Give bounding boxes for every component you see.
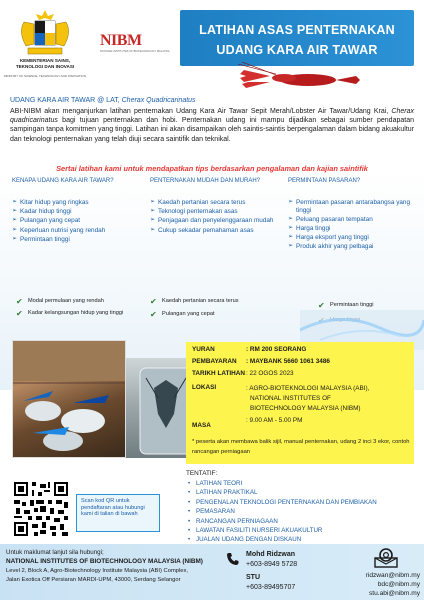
tentatif-item: • LAWATAN FASILITI NURSERI AKUAKULTUR (186, 526, 414, 535)
list-item: ➢ Pulangan yang cepat (12, 217, 140, 225)
check-list-left (16, 298, 156, 321)
column-kenapa (12, 177, 140, 245)
lokasi-line3: BIOTECHNOLOGY MALAYSIA (NIBM) (250, 405, 361, 412)
check-item: ✔ Permintaan tinggi (318, 301, 374, 310)
list-item: ➢ Teknologi penternakan asas (150, 208, 278, 216)
checkmark-icon: ✔ (150, 297, 157, 306)
column-permintaan (288, 177, 416, 253)
contact1-phone[interactable]: +603-8949 5728 (246, 561, 298, 568)
tentatif-item: • LATIHAN TEORI (186, 479, 414, 488)
masa-label: MASA (192, 422, 211, 429)
lokasi-label: LOKASI (192, 384, 217, 391)
check-list-mid (150, 298, 260, 322)
check-item: ✔ Kaedah pertanian secara terus (150, 297, 239, 306)
column-title: KENAPA UDANG KARA AIR TAWAR? (12, 178, 114, 184)
check-item: ✔ Kadar kelangsungan hidup yang tinggi (16, 308, 124, 318)
pembayaran-value: : MAYBANK 5660 1061 3486 (246, 358, 330, 365)
ministry-name-line2: TEKNOLOGI DAN INOVASI (15, 63, 75, 69)
list-item: ➢ Kadar hidup tinggi (12, 208, 140, 216)
contact2-name: STU (246, 574, 260, 581)
info-note: * peserta akan membawa balik sijil, manual penternakan, udang 2 inci 3 ekor, contoh rancangan perniagaan (192, 439, 410, 455)
footer (0, 544, 424, 600)
list-item: ➢ Harga tinggi (288, 225, 416, 233)
qr-code-icon[interactable] (12, 480, 70, 538)
lokasi-value (246, 384, 410, 414)
list-item: ➢ Produk akhir yang pelbagai (288, 243, 416, 251)
ministry-subtitle: MINISTRY OF SCIENCE, TECHNOLOGY AND INNOVATION (4, 74, 87, 78)
slogan: Sertai latihan kami untuk mendapatkan tips berdasarkan pengalaman dan kajian saintifik (56, 164, 368, 173)
list-item: ➢ Harga eksport yang tinggi (288, 234, 416, 242)
title-banner (180, 10, 414, 66)
intro-heading-prefix: UDANG KARA AIR TAWAR @ LAT, (10, 97, 122, 104)
crayfish-illustration-icon (236, 62, 376, 92)
intro-heading (10, 97, 414, 104)
tentatif-item: • JUALAN UDANG DENGAN DISKAUN (186, 535, 414, 544)
intro-text-part2: bagi tujuan penternakan dan hobi. Penternakan udang ini mampu dijadikan sebagai sumber pendapatan sampingan tanpa komitmen yang tinggi. Latihan ini akan disampaikan oleh saintis-saintis berpengalaman dalam bidang akuakultur dan teknologi penternakan yang telah diuji secara saintifik dan teknikal. (10, 117, 414, 143)
pembayaran-label: PEMBAYARAN (192, 358, 237, 365)
qr-instruction: Scan kod QR untuk pendaftaran atau hubungi kami di talian di bawah (81, 498, 145, 518)
email-stu[interactable]: stu.abi@nibm.my (368, 590, 420, 597)
ministry-name-line1: KEMENTERIAN SAINS, (19, 58, 71, 63)
email-ridzwan[interactable]: ridzwan@nibm.my (365, 572, 420, 579)
nibm-subtitle: NATIONAL INSTITUTES OF BIOTECHNOLOGY MALAYSIA (100, 50, 170, 53)
check-item: ✔ Pulangan yang cepat (150, 309, 215, 319)
info-box (186, 342, 414, 464)
tentatif-title: TENTATIF: (186, 470, 218, 477)
email-bdc[interactable]: bdc@nibm.my (377, 581, 420, 588)
tarikh-label: TARIKH LATIHAN (192, 370, 246, 377)
tentatif-section (186, 470, 414, 545)
ministry-name (4, 58, 86, 69)
lokasi-line1: : AGRO-BIOTEKNOLOGI MALAYSIA (ABI), (246, 385, 370, 392)
list-item: ➢ Cukup sekadar pemahaman asas (150, 227, 278, 235)
column-title: PENTERNAKAN MUDAH DAN MURAH? (150, 178, 261, 184)
contact1-name: Mohd Ridzwan (246, 551, 295, 558)
tentatif-item: • PENGENALAN TEKNOLOGI PENTERNAKAN DAN PEMBIAKAN (186, 498, 414, 507)
crayfish-basket-photo (12, 340, 126, 458)
intro-text-part1: ABI-NIBM akan menganjurkan latihan penternakan Udang Kara Air Tawar Sepit Merah/Lobster Air Tawar/Udang Krai, (10, 108, 392, 115)
nibm-logo: NIBM (100, 32, 142, 49)
list-item: ➢ Peluang pasaran tempatan (288, 216, 416, 224)
malaysia-coat-of-arms-icon (14, 8, 76, 58)
intro-heading-species: Cherax Quadricarinatus (121, 97, 196, 104)
tentatif-item: • PEMASARAN (186, 507, 414, 516)
water-pipe-illustration-icon (300, 270, 424, 350)
list-item: ➢ Permintaan pasaran antarabangsa yang tinggi (288, 199, 416, 214)
yuran-value: : RM 200 SEORANG (246, 346, 307, 353)
list-item: ➢ Kitar hidup yang ringkas (12, 199, 140, 207)
footer-heading: Untuk maklumat lanjut sila hubungi; (6, 549, 104, 556)
intro-paragraph (10, 107, 414, 144)
footer-address-line1: Level 2, Block A, Agro-Biotechnology Institute Malaysia (ABI) Complex, (6, 568, 189, 574)
checkmark-icon: ✔ (16, 297, 23, 306)
email-icon (372, 546, 400, 568)
tentatif-item: • RANCANGAN PERNIAGAAN (186, 517, 414, 526)
yuran-label: YURAN (192, 346, 215, 353)
footer-address-line2: Jalan Exotica Off Persiaran MARDI-UPM, 43000, Serdang Selangor (6, 577, 181, 583)
column-penternakan (150, 177, 278, 236)
checkmark-icon: ✔ (16, 308, 23, 318)
list-item: ➢ Permintaan tinggi (12, 236, 140, 244)
title-line-2: UDANG KARA AIR TAWAR (216, 43, 378, 57)
masa-value: : 9.00 AM - 5.00 PM (246, 417, 303, 424)
photo-illustration (13, 341, 126, 458)
check-item: ✔ Modal permulaan yang rendah (16, 297, 104, 306)
list-item: ➢ Keperluan nutrisi yang rendah (12, 227, 140, 235)
list-item: ➢ Kaedah pertanian secara terus (150, 199, 278, 207)
column-title: PERMINTAAN PASARAN? (288, 178, 361, 184)
title-line-1: LATIHAN ASAS PENTERNAKAN (199, 23, 395, 37)
footer-org: NATIONAL INSTITUTES OF BIOTECHNOLOGY MALAYSIA (NIBM) (6, 558, 203, 565)
lokasi-line2: NATIONAL INSTITUTES OF (250, 395, 331, 402)
checkmark-icon: ✔ (318, 301, 325, 310)
tentatif-item: • LATIHAN PRAKTIKAL (186, 488, 414, 497)
header (0, 0, 424, 92)
intro-text-species: Cherax quadricarinatus (10, 108, 414, 125)
qr-instruction-box (76, 494, 160, 532)
contact2-phone[interactable]: +603-89495707 (246, 584, 296, 591)
phone-icon (226, 552, 240, 566)
checkmark-icon: ✔ (150, 309, 157, 319)
list-item: ➢ Penjagaan dan penyelenggaraan mudah (150, 217, 278, 225)
tarikh-value: : 22 OGOS 2023 (246, 370, 294, 377)
